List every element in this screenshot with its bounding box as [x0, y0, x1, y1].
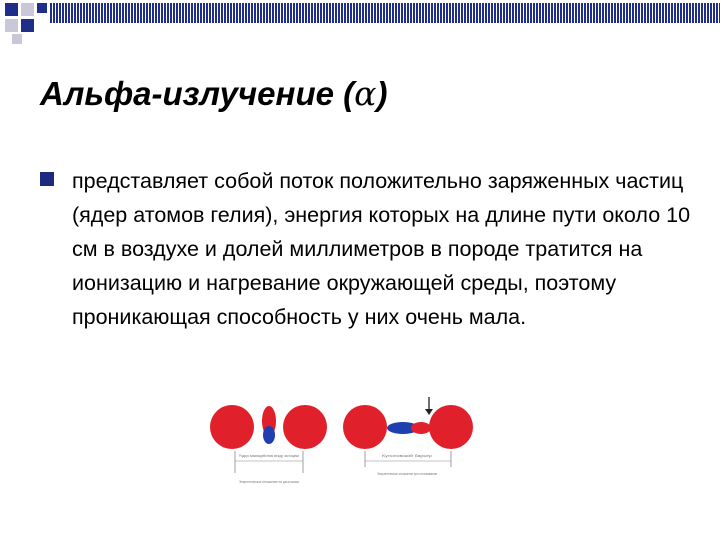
nuclear-interaction-figure	[207, 395, 482, 500]
left-caption-1: Радиус взаимодействия между частицами	[239, 453, 299, 458]
alpha-symbol: α	[354, 74, 377, 113]
bullet-text: представляет собой поток положительно заряженных частиц (ядер атомов гелия), энергия которых на длине пути около 10 см в воздухе и долей миллиметров в породе тратится на ионизацию и нагревание окружающей среды, поэтому проникающая способность у них очень мала.	[72, 169, 691, 329]
left-nucleus-1	[210, 405, 254, 449]
right-nucleus-2	[429, 405, 473, 449]
slide-title-close: )	[376, 75, 388, 112]
slide-title	[40, 74, 387, 113]
right-alpha-particle-red	[411, 422, 431, 434]
header-stripe-bar	[50, 3, 720, 23]
left-nucleus-2	[283, 405, 327, 449]
left-caption-2: Энергетическое отношение на расстоянии	[239, 479, 299, 484]
slide-title-text: Альфа-излучение (	[40, 75, 355, 112]
right-caption-2: Энергетическое отношение при отталкивании	[377, 471, 437, 476]
barrier-arrow-head	[425, 409, 433, 415]
left-alpha-particle-blue	[263, 426, 275, 444]
right-caption-1: Кулоновский барьер	[382, 453, 434, 458]
right-nucleus-1	[343, 405, 387, 449]
bullet-marker	[40, 172, 54, 186]
